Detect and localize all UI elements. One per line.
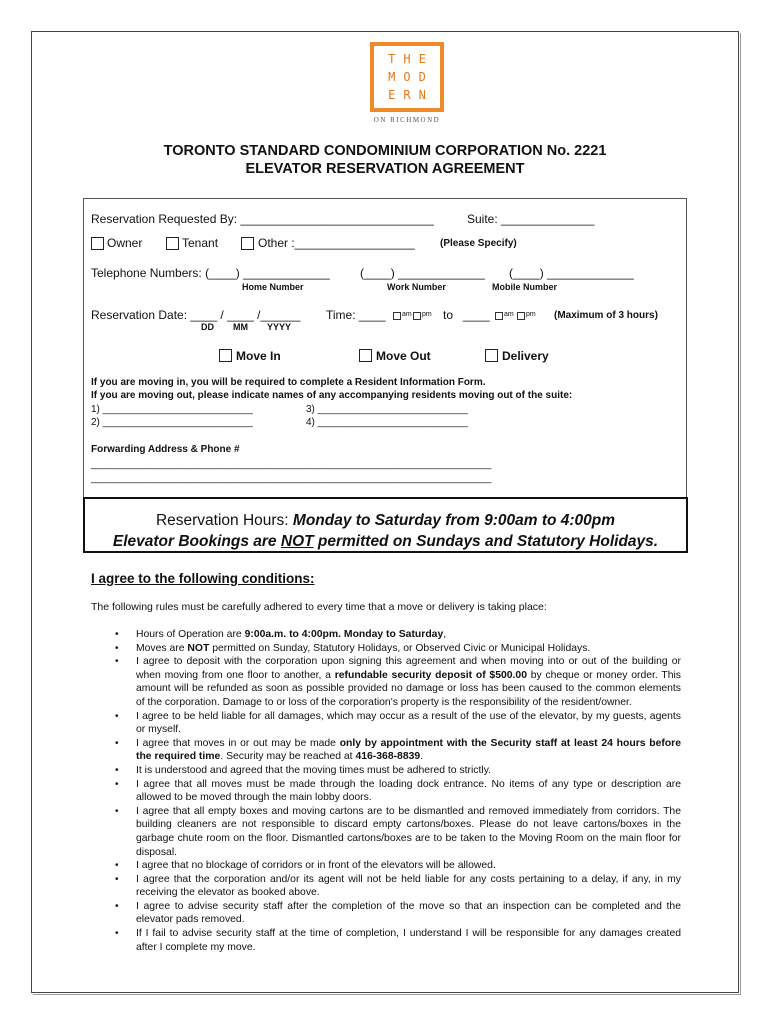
the-modern-logo — [370, 42, 444, 112]
bullet-icon: • — [115, 737, 119, 749]
start-am-checkbox[interactable] — [393, 312, 401, 320]
bookings-notice — [85, 531, 686, 552]
mobile-number-caption: Mobile Number — [492, 282, 558, 292]
logo-row: THE — [388, 51, 434, 66]
end-am-label: am — [504, 311, 514, 318]
bullet-icon: • — [115, 860, 119, 872]
conditions-intro: The following rules must be carefully adhered to every time that a move or delivery is taking place: — [91, 601, 547, 613]
condition-item — [91, 628, 681, 642]
condition-item — [91, 805, 681, 859]
tenant-label: Tenant — [182, 236, 219, 250]
forwarding-address-line-2[interactable]: ________________________________________________________________________ — [91, 473, 492, 484]
resident-field-1[interactable]: 1) ___________________________ — [91, 404, 253, 415]
reservation-hours-schedule: Monday to Saturday from 9:00am to 4:00pm — [292, 512, 616, 529]
other-field[interactable]: Other :__________________ — [258, 236, 415, 250]
reservation-date-field[interactable]: Reservation Date: ____ / ____ /______ — [91, 308, 301, 322]
condition-item — [91, 859, 681, 873]
condition-text: by cheque or money order. This amount will be refunded as soon as possible provided no damage or loss has been caused to the common elements of the corporation. Damage to or loss of the corporation's property is the responsibility of the resident/owner. — [136, 669, 681, 708]
tenant-checkbox[interactable] — [166, 237, 179, 250]
owner-label: Owner — [107, 236, 143, 250]
resident-field-2[interactable]: 2) ___________________________ — [91, 417, 253, 428]
home-number-caption: Home Number — [242, 282, 304, 292]
condition-text: . — [420, 751, 424, 763]
suite-field[interactable]: Suite: ______________ — [467, 212, 595, 226]
condition-emphasis: refundable security deposit of $500.00 — [334, 669, 527, 681]
condition-item — [91, 710, 681, 737]
bullet-icon: • — [115, 642, 119, 654]
condition-emphasis: 9:00a.m. to 4:00pm. Monday to Saturday — [244, 629, 444, 640]
condition-text: I agree to be held liable for all damages, which may occur as a result of the use of the elevator, by my guests, agents or myself. — [136, 710, 681, 736]
security-phone: 416-368-8839 — [355, 751, 421, 763]
delivery-label: Delivery — [502, 349, 549, 363]
condition-text: I agree that all moves must be made through the loading dock entrance. No items of any type or description are allowed to be moved through the main lobby doors. — [136, 778, 681, 804]
reservation-hours-label: Reservation Hours: — [155, 512, 289, 529]
max-hours-note: (Maximum of 3 hours) — [554, 310, 658, 321]
other-checkbox[interactable] — [241, 237, 254, 250]
move-out-label: Move Out — [376, 349, 431, 363]
work-phone-field[interactable]: (____) _____________ — [360, 266, 485, 280]
condition-text: . Security may be reached at — [220, 751, 356, 763]
start-time-field[interactable]: Time: ____ — [326, 308, 386, 322]
condition-text: I agree to advise security staff after the completion of the move so that an inspection can be completed and the elevator pads removed. — [136, 900, 681, 926]
requested-by-field[interactable]: Reservation Requested By: _____________________________ — [91, 212, 434, 226]
move-in-checkbox[interactable] — [219, 349, 232, 362]
please-specify-label: (Please Specify) — [440, 238, 517, 249]
forwarding-address-label: Forwarding Address & Phone # — [91, 444, 240, 455]
bookings-notice-post: permitted on Sundays and Statutory Holidays. — [317, 533, 659, 550]
start-pm-label: pm — [422, 311, 432, 318]
condition-text: Hours of Operation are — [136, 629, 245, 640]
bullet-icon: • — [115, 656, 119, 668]
end-am-checkbox[interactable] — [495, 312, 503, 320]
conditions-heading: I agree to the following conditions: — [91, 571, 315, 586]
date-mm-caption: MM — [233, 322, 248, 332]
condition-text: Moves are — [136, 642, 188, 654]
condition-text: I agree that moves in or out may be made — [136, 737, 340, 749]
condition-text: , — [443, 629, 447, 640]
bullet-icon: • — [115, 764, 119, 776]
condition-text: I agree to deposit with the corporation upon signing this agreement and when moving into or out of the building or when moving from one floor to another, a — [136, 656, 681, 681]
bullet-icon: • — [115, 873, 119, 885]
resident-field-3[interactable]: 3) ___________________________ — [306, 404, 468, 415]
condition-text: I agree that all empty boxes and moving cartons are to be dismantled and removed immediately from corridors. The building cleaners are not responsible to discard empty cartons/boxes. Please do not leave cartons/boxes in the garbage chute room on the floor. Dismantled cartons/boxes are to be taken to the Moving Room on the main floor for disposal. — [136, 805, 681, 858]
moving-out-note: If you are moving out, please indicate names of any accompanying residents moving out of the suite: — [91, 390, 573, 401]
bullet-icon: • — [115, 805, 119, 817]
bullet-icon: • — [115, 778, 119, 790]
condition-item — [91, 778, 681, 805]
condition-text: I agree that no blockage of corridors or in front of the elevators will be allowed. — [136, 860, 496, 872]
condition-item — [91, 642, 681, 656]
work-number-caption: Work Number — [387, 282, 446, 292]
mobile-phone-field[interactable]: (____) _____________ — [509, 266, 634, 280]
document-subtitle: ELEVATOR RESERVATION AGREEMENT — [245, 161, 525, 177]
bookings-notice-not: NOT — [280, 533, 314, 550]
logo-row: ERN — [388, 87, 434, 102]
condition-item — [91, 873, 681, 900]
condition-item — [91, 737, 681, 764]
start-am-label: am — [402, 311, 412, 318]
forwarding-address-line-1[interactable]: ________________________________________________________________________ — [91, 459, 492, 470]
condition-text: If I fail to advise security staff at the time of completion, I understand I will be responsible for any damages created after I complete my move. — [136, 928, 681, 953]
end-pm-checkbox[interactable] — [517, 312, 525, 320]
condition-item — [91, 927, 681, 954]
date-yyyy-caption: YYYY — [267, 322, 292, 332]
bullet-icon: • — [115, 629, 119, 640]
delivery-checkbox[interactable] — [485, 349, 498, 362]
to-label: to — [443, 308, 454, 322]
owner-checkbox[interactable] — [91, 237, 104, 250]
end-time-field[interactable]: ____ — [463, 308, 490, 322]
condition-emphasis: only by appointment with the Security staff at least 24 hours before the required time — [136, 737, 682, 763]
end-pm-label: pm — [526, 311, 536, 318]
logo-subtitle: ON RICHMOND — [373, 116, 441, 124]
condition-emphasis: NOT — [187, 642, 210, 654]
resident-field-4[interactable]: 4) ___________________________ — [306, 417, 468, 428]
moving-in-note: If you are moving in, you will be required to complete a Resident Information Form. — [91, 377, 486, 388]
move-out-checkbox[interactable] — [359, 349, 372, 362]
condition-item — [91, 655, 681, 709]
condition-item — [91, 900, 681, 927]
condition-item — [91, 764, 681, 778]
bookings-notice-pre: Elevator Bookings are — [112, 533, 277, 550]
home-phone-field[interactable]: Telephone Numbers: (____) _____________ — [91, 266, 330, 280]
bullet-icon: • — [115, 710, 119, 722]
condition-text: It is understood and agreed that the moving times must be adhered to strictly. — [136, 764, 492, 776]
reservation-hours-line — [85, 510, 686, 531]
bullet-icon: • — [115, 928, 119, 940]
document-title: TORONTO STANDARD CONDOMINIUM CORPORATION No. 2221 — [163, 143, 607, 159]
date-dd-caption: DD — [201, 322, 214, 332]
move-in-label: Move In — [236, 349, 281, 363]
logo-row: MOD — [388, 69, 434, 84]
condition-text: I agree that the corporation and/or its agent will not be held liable for any costs pertaining to a delay, if any, in my receiving the elevator as booked above. — [136, 873, 681, 899]
conditions-list — [91, 628, 681, 954]
bullet-icon: • — [115, 900, 119, 912]
reservation-hours-box — [83, 497, 688, 553]
start-pm-checkbox[interactable] — [413, 312, 421, 320]
condition-text: permitted on Sunday, Statutory Holidays, or Observed Civic or Municipal Holidays. — [209, 642, 591, 654]
